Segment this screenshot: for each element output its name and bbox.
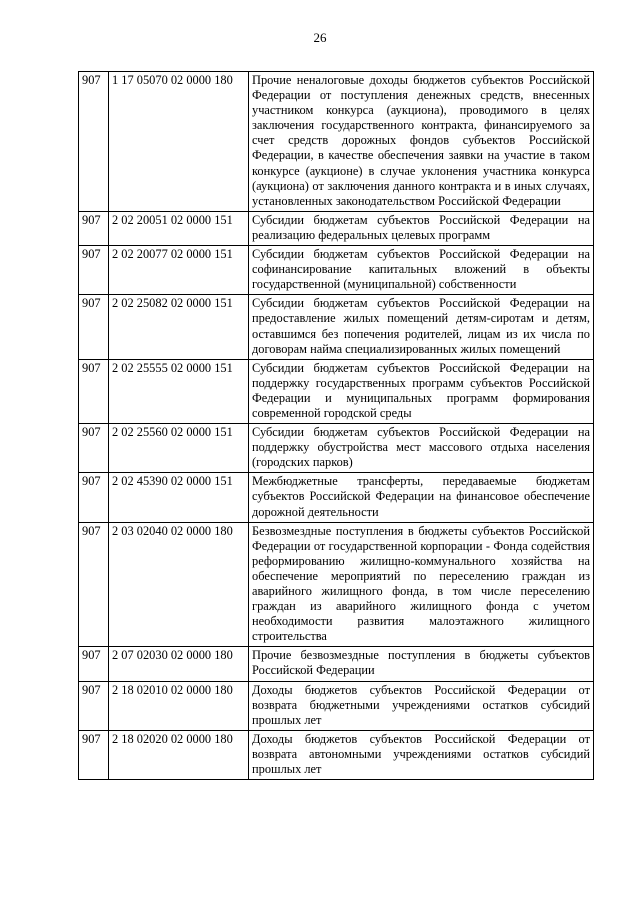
revenue-name-cell: Субсидии бюджетам субъектов Российской Федерации на софинансирование капитальных вложений в объекты государственной (муниципальной) собственности xyxy=(249,246,594,295)
revenue-name-cell: Субсидии бюджетам субъектов Российской Федерации на поддержку государственных программ субъектов Российской Федерации и муниципальных программ формирования современной городской среды xyxy=(249,359,594,423)
table-row xyxy=(79,72,594,212)
revenue-name-cell: Межбюджетные трансферты, передаваемые бюджетам субъектов Российской Федерации на финансовое обеспечение дорожной деятельности xyxy=(249,473,594,522)
revenue-code-cell: 2 03 02040 02 0000 180 xyxy=(109,522,249,647)
table-row xyxy=(79,246,594,295)
admin-code-cell: 907 xyxy=(79,730,109,779)
revenue-code-cell: 2 18 02010 02 0000 180 xyxy=(109,681,249,730)
table-row xyxy=(79,647,594,681)
revenue-code-cell: 2 18 02020 02 0000 180 xyxy=(109,730,249,779)
admin-code-cell: 907 xyxy=(79,522,109,647)
revenue-name-cell: Прочие безвозмездные поступления в бюджеты субъектов Российской Федерации xyxy=(249,647,594,681)
revenue-name-cell: Прочие неналоговые доходы бюджетов субъектов Российской Федерации от поступления денежных средств, внесенных участником конкурса (аукциона), проводимого в целях заключения государственного контракта, финансируемого за счет средств дорожных фондов субъектов Российской Федерации, в качестве обеспечения заявки на участие в таком конкурсе (аукционе) в случае уклонения участника конкурса (аукциона) от заключения данного контракта и в иных случаях, установленных законодательством Российской Федерации xyxy=(249,72,594,212)
revenue-code-cell: 2 02 25555 02 0000 151 xyxy=(109,359,249,423)
revenue-codes-table xyxy=(78,71,594,780)
page-number: 26 xyxy=(313,30,327,45)
table-row xyxy=(79,730,594,779)
revenue-name-cell: Субсидии бюджетам субъектов Российской Федерации на предоставление жилых помещений детям-сиротам и детям, оставшимся без попечения родителей, лицам из их числа по договорам найма специализированных жилых помещений xyxy=(249,295,594,359)
revenue-name-cell: Доходы бюджетов субъектов Российской Федерации от возврата бюджетными учреждениями остатков субсидий прошлых лет xyxy=(249,681,594,730)
admin-code-cell: 907 xyxy=(79,295,109,359)
admin-code-cell: 907 xyxy=(79,681,109,730)
revenue-code-cell: 2 02 20051 02 0000 151 xyxy=(109,211,249,245)
revenue-code-cell: 1 17 05070 02 0000 180 xyxy=(109,72,249,212)
admin-code-cell: 907 xyxy=(79,72,109,212)
table-row xyxy=(79,359,594,423)
revenue-code-cell: 2 07 02030 02 0000 180 xyxy=(109,647,249,681)
table-row xyxy=(79,295,594,359)
admin-code-cell: 907 xyxy=(79,359,109,423)
revenue-name-cell: Субсидии бюджетам субъектов Российской Федерации на поддержку обустройства мест массового отдыха населения (городских парков) xyxy=(249,424,594,473)
table-row xyxy=(79,522,594,647)
revenue-name-cell: Доходы бюджетов субъектов Российской Федерации от возврата автономными учреждениями остатков субсидий прошлых лет xyxy=(249,730,594,779)
admin-code-cell: 907 xyxy=(79,246,109,295)
admin-code-cell: 907 xyxy=(79,647,109,681)
revenue-code-cell: 2 02 25560 02 0000 151 xyxy=(109,424,249,473)
table-row xyxy=(79,473,594,522)
revenue-name-cell: Субсидии бюджетам субъектов Российской Федерации на реализацию федеральных целевых программ xyxy=(249,211,594,245)
revenue-name-cell: Безвозмездные поступления в бюджеты субъектов Российской Федерации от государственной корпорации - Фонда содействия реформированию жилищно-коммунального хозяйства на обеспечение мероприятий по переселению граждан из аварийного жилищного фонда, в том числе переселению граждан из аварийного жилищного фонда с учетом необходимости развития малоэтажного жилищного строительства xyxy=(249,522,594,647)
table-row xyxy=(79,211,594,245)
table-row xyxy=(79,424,594,473)
revenue-code-cell: 2 02 25082 02 0000 151 xyxy=(109,295,249,359)
admin-code-cell: 907 xyxy=(79,211,109,245)
admin-code-cell: 907 xyxy=(79,424,109,473)
revenue-code-cell: 2 02 20077 02 0000 151 xyxy=(109,246,249,295)
admin-code-cell: 907 xyxy=(79,473,109,522)
table-row xyxy=(79,681,594,730)
revenue-code-cell: 2 02 45390 02 0000 151 xyxy=(109,473,249,522)
